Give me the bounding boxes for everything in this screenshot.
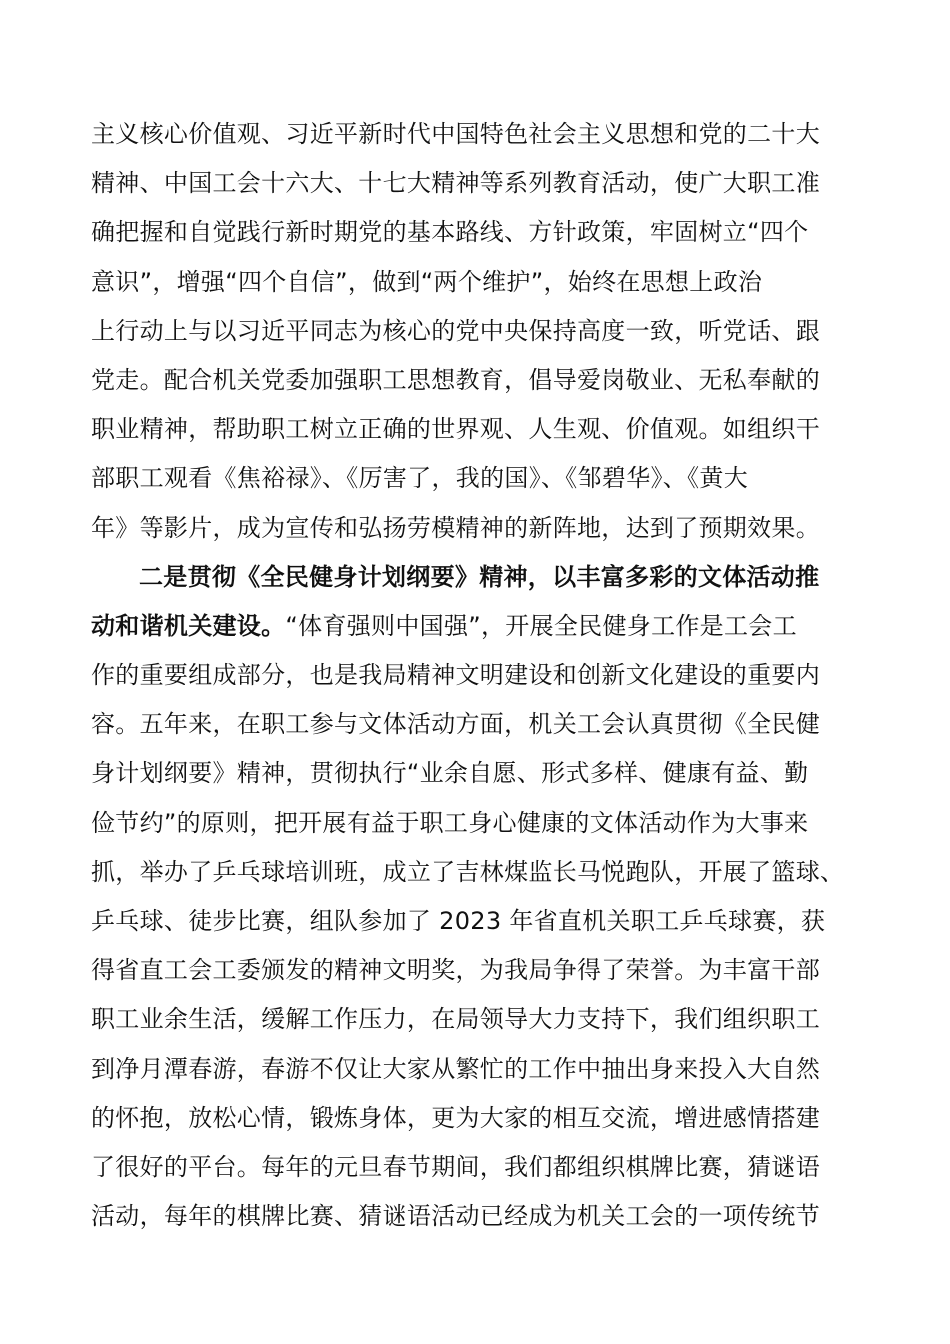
text-line: 身计划纲要》精神，贯彻执行“业余自愿、形式多样、健康有益、勤 bbox=[91, 759, 809, 788]
text-line: 部职工观看《焦裕禄》、《厉害了，我的国》、《邹碧华》、《黄大 bbox=[91, 464, 748, 493]
text-line: 主义核心价值观、习近平新时代中国特色社会主义思想和党的二十大 bbox=[91, 120, 820, 148]
text-span: “体育强则中国强”，开展全民健身工作是工会工 bbox=[285, 611, 797, 640]
text-line: 作的重要组成部分，也是我局精神文明建设和创新文化建设的重要内 bbox=[91, 661, 820, 690]
text-line: 的怀抱，放松心情，锻炼身体，更为大家的相互交流，增进感情搭建 bbox=[91, 1103, 820, 1132]
section-heading-end: 动和谐机关建设。 bbox=[91, 611, 286, 640]
text-line: 年》等影片，成为宣传和弘扬劳模精神的新阵地，达到了预期效果。 bbox=[91, 513, 820, 542]
text-line-mixed bbox=[91, 602, 881, 651]
text-line: 活动，每年的棋牌比赛、猜谜语活动已经成为机关工会的一项传统节 bbox=[91, 1202, 820, 1231]
section-heading-line: 二是贯彻《全民健身计划纲要》精神，以丰富多彩的文体活动推 bbox=[139, 562, 820, 591]
text-line: 确把握和自觉践行新时期党的基本路线、方针政策，牢固树立“四个 bbox=[91, 218, 809, 247]
text-line: 抓，举办了乒乓球培训班，成立了吉林煤监长马悦跑队，开展了篮球、 bbox=[91, 857, 845, 886]
text-line: 得省直工会工委颁发的精神文明奖，为我局争得了荣誉。为丰富干部 bbox=[91, 956, 820, 985]
body-text bbox=[91, 110, 881, 1241]
text-line: 容。五年来，在职工参与文体活动方面，机关工会认真贯彻《全民健 bbox=[91, 710, 820, 739]
text-line: 党走。配合机关党委加强职工思想教育，倡导爱岗敬业、无私奉献的 bbox=[91, 365, 820, 394]
text-line: 职工业余生活，缓解工作压力，在局领导大力支持下，我们组织职工 bbox=[91, 1005, 820, 1034]
text-line: 上行动上与以习近平同志为核心的党中央保持高度一致，听党话、跟 bbox=[91, 316, 820, 345]
text-line: 职业精神，帮助职工树立正确的世界观、人生观、价值观。如组织干 bbox=[91, 415, 820, 444]
text-line: 乒乓球、徒步比赛，组队参加了 2023 年省直机关职工乒乓球赛，获 bbox=[91, 907, 826, 935]
text-line: 精神、中国工会十六大、十七大精神等系列教育活动，使广大职工准 bbox=[91, 169, 820, 198]
text-line: 了很好的平台。每年的元旦春节期间，我们都组织棋牌比赛，猜谜语 bbox=[91, 1152, 820, 1181]
text-line: 俭节约”的原则，把开展有益于职工身心健康的文体活动作为大事来 bbox=[91, 808, 809, 837]
text-line: 到净月潭春游，春游不仅让大家从繁忙的工作中抽出身来投入大自然 bbox=[91, 1054, 820, 1083]
text-line: 意识”，增强“四个自信”，做到“两个维护”，始终在思想上政治 bbox=[91, 267, 763, 296]
